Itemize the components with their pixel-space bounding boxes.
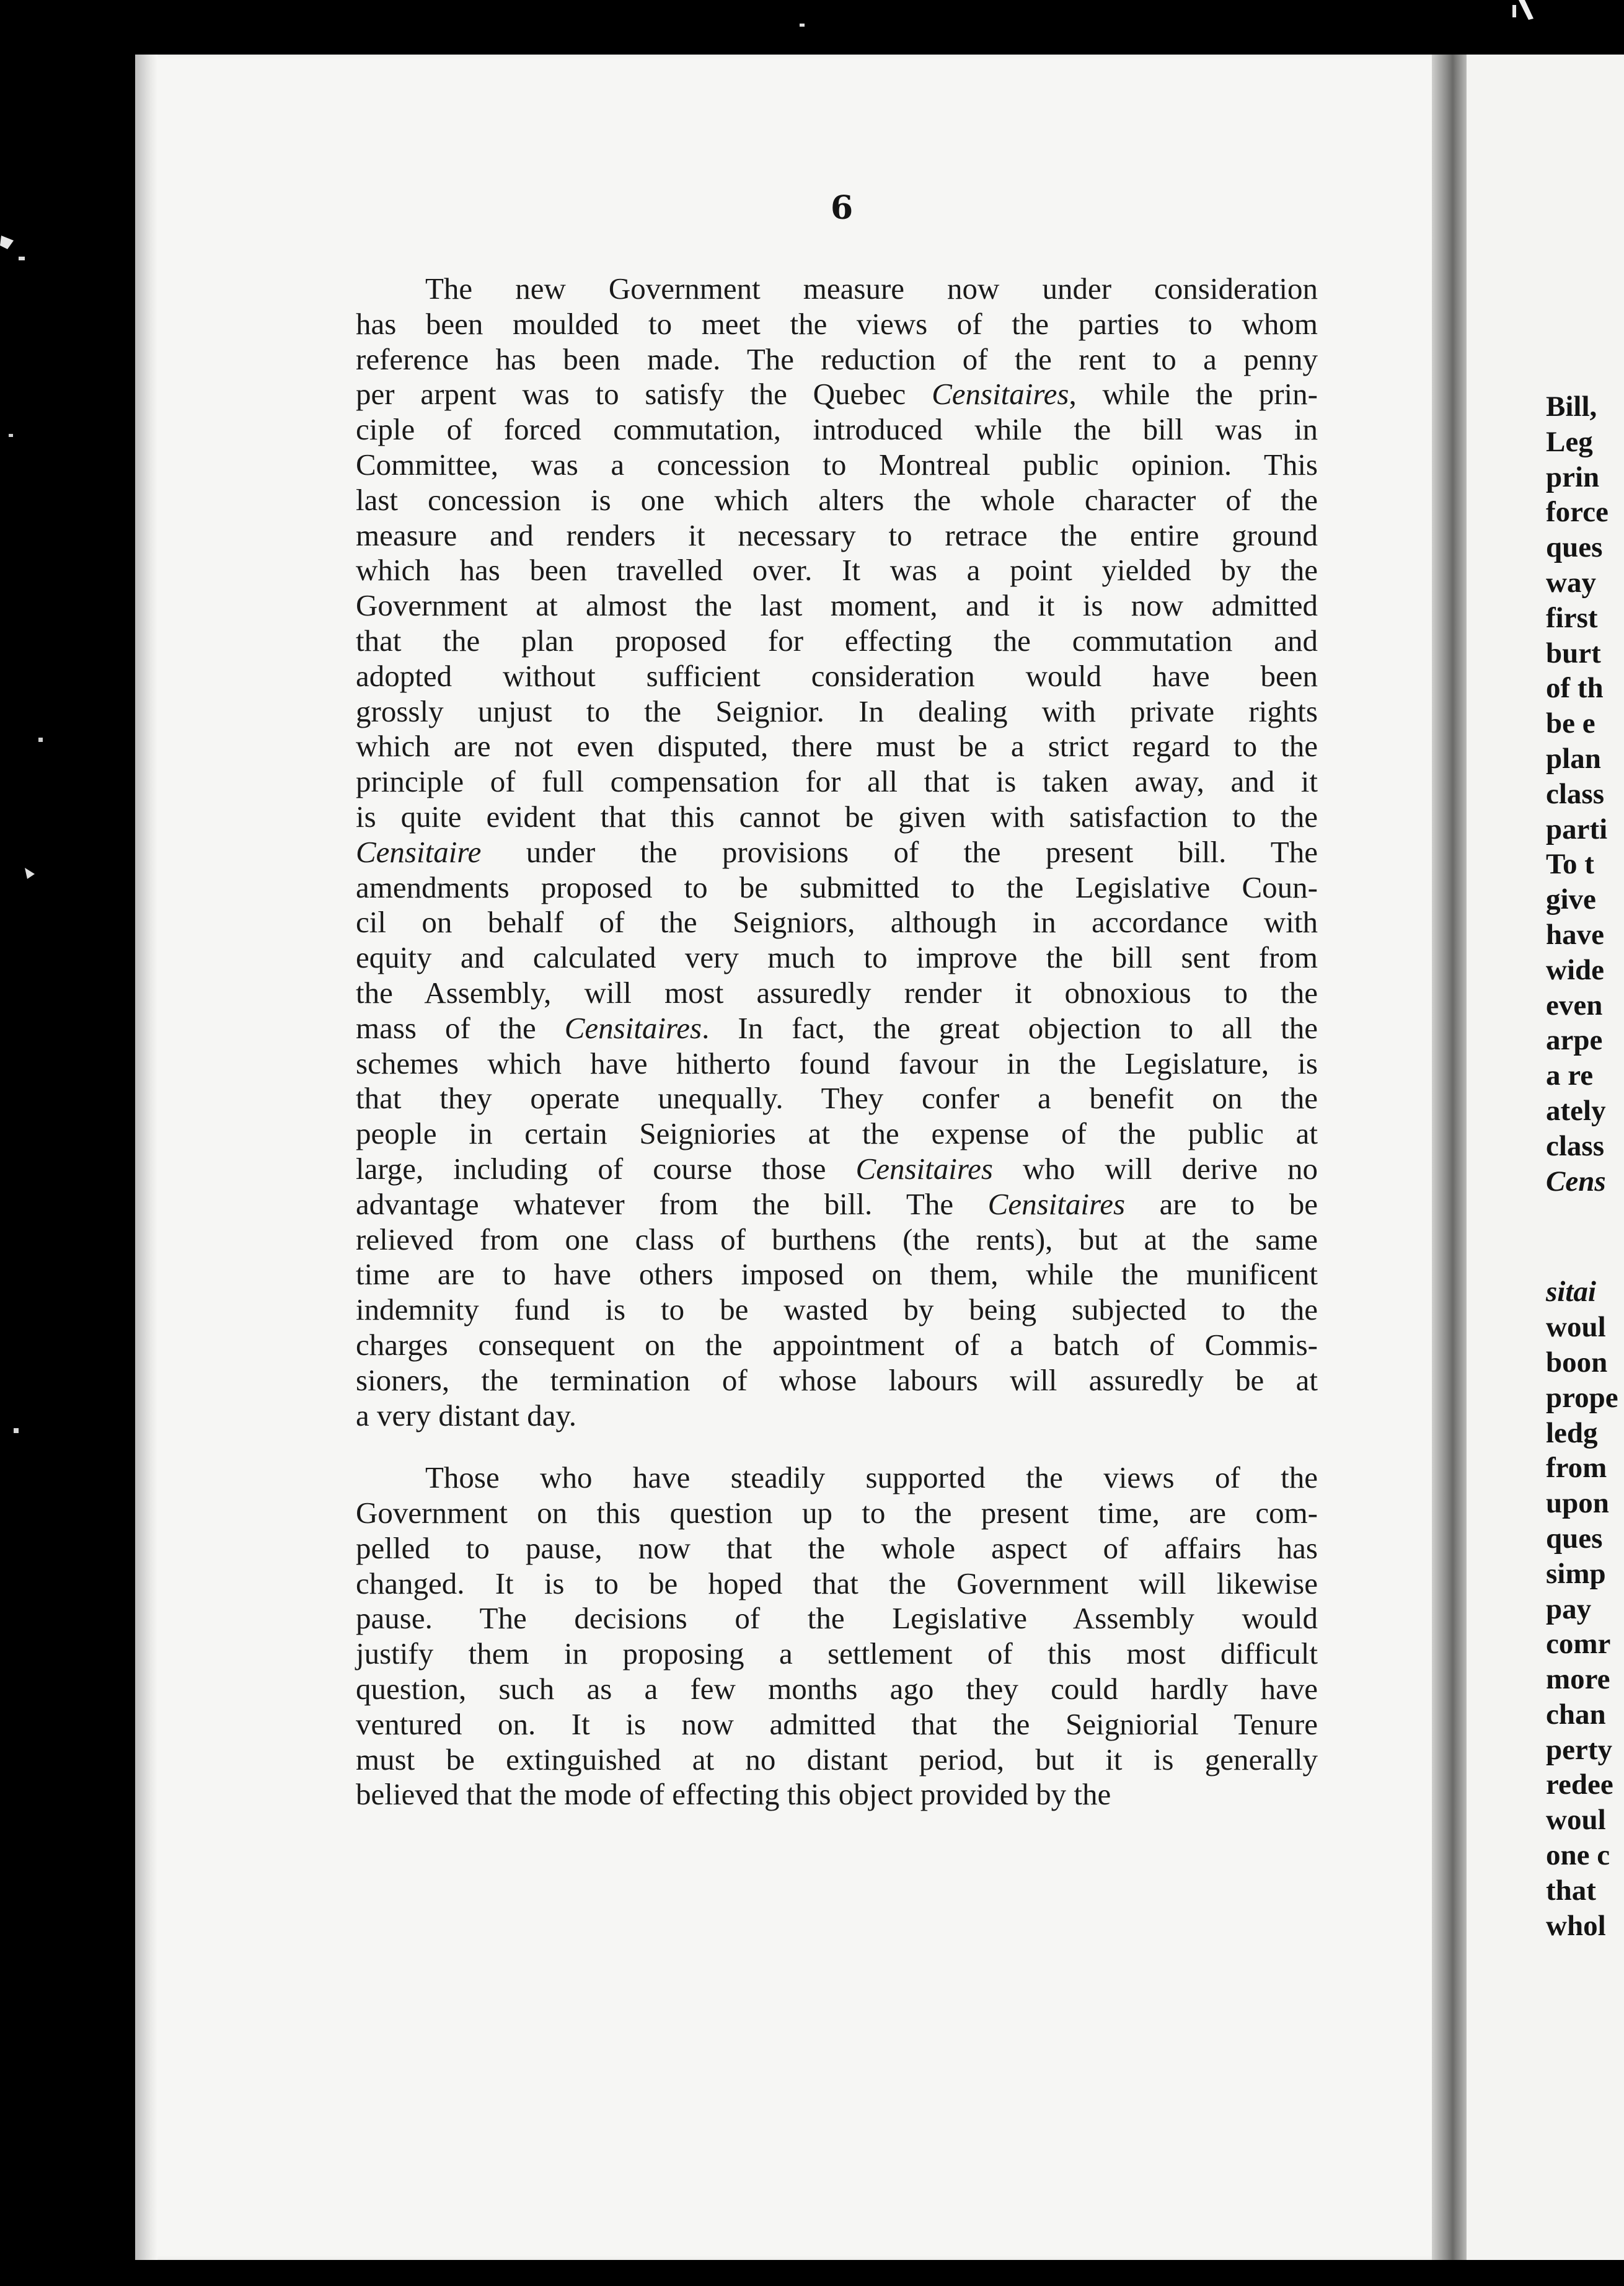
text-line: reference has been made. The reduction of the rent to a penny <box>356 342 1318 376</box>
text-line: which are not even disputed, there must be a strict regard to the <box>356 729 1318 764</box>
italic-term: sitai <box>1546 1276 1596 1308</box>
book-gutter <box>1432 55 1467 2260</box>
text-line: per arpent was to satisfy the Quebec Censitaires, while the prin- <box>356 377 1318 412</box>
facing-page-line: burt <box>1546 637 1601 669</box>
text-line: ventured on. It is now admitted that the Seigniorial Tenure <box>356 1706 1318 1741</box>
facing-page-line: pay <box>1546 1592 1592 1625</box>
text-line: Government at almost the last moment, and it is now admitted <box>356 588 1318 623</box>
italic-term: Cens <box>1546 1165 1606 1198</box>
facing-page-line: woul <box>1546 1804 1606 1837</box>
italic-term: Censitaires <box>564 1010 702 1045</box>
text-line: The new Government measure now under consideration <box>425 271 1318 306</box>
text-line: schemes which have hitherto found favour in the Legislature, is <box>356 1046 1318 1080</box>
facing-page-line: whol <box>1546 1909 1606 1942</box>
text-line: time are to have others imposed on them, while the munificent <box>356 1257 1318 1292</box>
text-line: pelled to pause, now that the whole aspect of affairs has <box>356 1530 1318 1565</box>
facing-page-line: have <box>1546 918 1604 951</box>
paragraph-gap <box>1546 1199 1624 1274</box>
italic-term: Censitaires <box>855 1151 993 1186</box>
text-line: adopted without sufficient consideration would have been <box>356 658 1318 693</box>
text-line: Government on this question up to the present time, are com- <box>356 1496 1318 1530</box>
facing-page-line <box>1546 1164 1624 1199</box>
facing-page-line: even <box>1546 989 1603 1022</box>
text-line: a very distant day. <box>356 1398 577 1432</box>
text-line: that they operate unequally. They confer a benefit on the <box>356 1081 1318 1116</box>
text-line: equity and calculated very much to improve the bill sent from <box>356 940 1318 975</box>
italic-term: Censitaires <box>987 1186 1126 1221</box>
italic-term: Censitaire <box>356 834 482 869</box>
text-line: changed. It is to be hoped that the Government will likewise <box>356 1566 1318 1600</box>
facing-page-line: of th <box>1546 672 1604 705</box>
facing-page-line: To t <box>1546 848 1594 881</box>
facing-page-line: woul <box>1546 1311 1606 1344</box>
text-line: mass of the Censitaires. In fact, the great objection to all the <box>356 1010 1318 1045</box>
paragraph-gap <box>356 1433 1318 1460</box>
facing-page-line: Leg <box>1546 425 1593 458</box>
text-line: is quite evident that this cannot be given with satisfaction to the <box>356 799 1318 834</box>
text-line: relieved from one class of burthens (the rents), but at the same <box>356 1222 1318 1256</box>
text-line: ciple of forced commutation, introduced while the bill was in <box>356 412 1318 447</box>
paragraph <box>356 271 1318 1433</box>
facing-page-line: from <box>1546 1452 1607 1485</box>
text-line: charges consequent on the appointment of a batch of Commis- <box>356 1327 1318 1362</box>
paragraph <box>356 1460 1318 1812</box>
text-line: has been moulded to meet the views of the parties to whom <box>356 306 1318 341</box>
text-line: justify them in proposing a settlement of this most difficult <box>356 1636 1318 1671</box>
facing-page-line: give <box>1546 883 1596 916</box>
body-text <box>356 271 1318 1812</box>
text-line: Those who have steadily supported the views of the <box>425 1460 1318 1495</box>
text-line: sioners, the termination of whose labours will assuredly be at <box>356 1362 1318 1397</box>
facing-page-line: a re <box>1546 1059 1594 1092</box>
text-line: cil on behalf of the Seigniors, although in accordance with <box>356 905 1318 940</box>
facing-page-line: Bill, <box>1546 391 1597 423</box>
text-line: indemnity fund is to be wasted by being subjected to the <box>356 1292 1318 1327</box>
text-line: last concession is one which alters the whole character of the <box>356 482 1318 517</box>
facing-page-line: simp <box>1546 1557 1606 1590</box>
text-line: large, including of course those Censitaires who will derive no <box>356 1151 1318 1186</box>
text-line: amendments proposed to be submitted to the Legislative Coun- <box>356 870 1318 904</box>
facing-page-line: ately <box>1546 1094 1606 1127</box>
text-line: believed that the mode of effecting this object provided by the <box>356 1777 1111 1812</box>
facing-page-line: parti <box>1546 813 1608 845</box>
text-line: that the plan proposed for effecting the commutation and <box>356 623 1318 658</box>
facing-page-line: more <box>1546 1663 1610 1696</box>
facing-page-line: way <box>1546 566 1596 599</box>
facing-page-line: that <box>1546 1874 1596 1907</box>
facing-page-line: boon <box>1546 1346 1608 1379</box>
text-line: principle of full compensation for all that is taken away, and it <box>356 764 1318 799</box>
facing-page-line: class <box>1546 777 1604 810</box>
page-edge-shadow <box>135 55 157 2260</box>
facing-page-line: chan <box>1546 1698 1606 1731</box>
facing-page-line: perty <box>1546 1733 1613 1766</box>
text-line: Committee, was a concession to Montreal public opinion. This <box>356 447 1318 482</box>
text-line: advantage whatever from the bill. The Censitaires are to be <box>356 1186 1318 1221</box>
facing-page-line: ques <box>1546 531 1603 564</box>
text-line: measure and renders it necessary to retrace the entire ground <box>356 518 1318 552</box>
facing-page-line: redee <box>1546 1768 1613 1801</box>
facing-page-line <box>1546 1274 1624 1310</box>
facing-page-line: prope <box>1546 1381 1618 1414</box>
page-number: 6 <box>831 189 854 227</box>
facing-page-line: force <box>1546 496 1609 529</box>
italic-term: Censitaires <box>932 377 1069 412</box>
facing-page-line: wide <box>1546 953 1604 986</box>
text-line: the Assembly, will most assuredly render it obnoxious to the <box>356 975 1318 1010</box>
facing-page-line: upon <box>1546 1487 1609 1520</box>
facing-page-line: first <box>1546 601 1598 634</box>
facing-page-line: be e <box>1546 707 1595 740</box>
text-line: people in certain Seigniories at the expense of the public at <box>356 1116 1318 1151</box>
facing-page-line: arpe <box>1546 1024 1603 1057</box>
text-line: must be extinguished at no distant period, but it is generally <box>356 1742 1318 1776</box>
text-line: which has been travelled over. It was a point yielded by the <box>356 553 1318 588</box>
facing-page-line: class <box>1546 1129 1604 1162</box>
facing-page-line: one c <box>1546 1839 1610 1872</box>
text-line: Censitaire under the provisions of the present bill. The <box>356 834 1318 869</box>
right-page-text <box>1546 389 1624 1943</box>
facing-page-line: plan <box>1546 742 1601 775</box>
text-line: grossly unjust to the Seignior. In dealing with private rights <box>356 694 1318 728</box>
right-page-partial <box>1467 55 1624 2260</box>
facing-page-line: prin <box>1546 461 1600 493</box>
text-line: question, such as a few months ago they could hardly have <box>356 1672 1318 1706</box>
text-line: pause. The decisions of the Legislative Assembly would <box>356 1601 1318 1636</box>
facing-page-line: ques <box>1546 1522 1603 1555</box>
facing-page-line: ledg <box>1546 1416 1598 1449</box>
facing-page-line: comr <box>1546 1628 1611 1661</box>
